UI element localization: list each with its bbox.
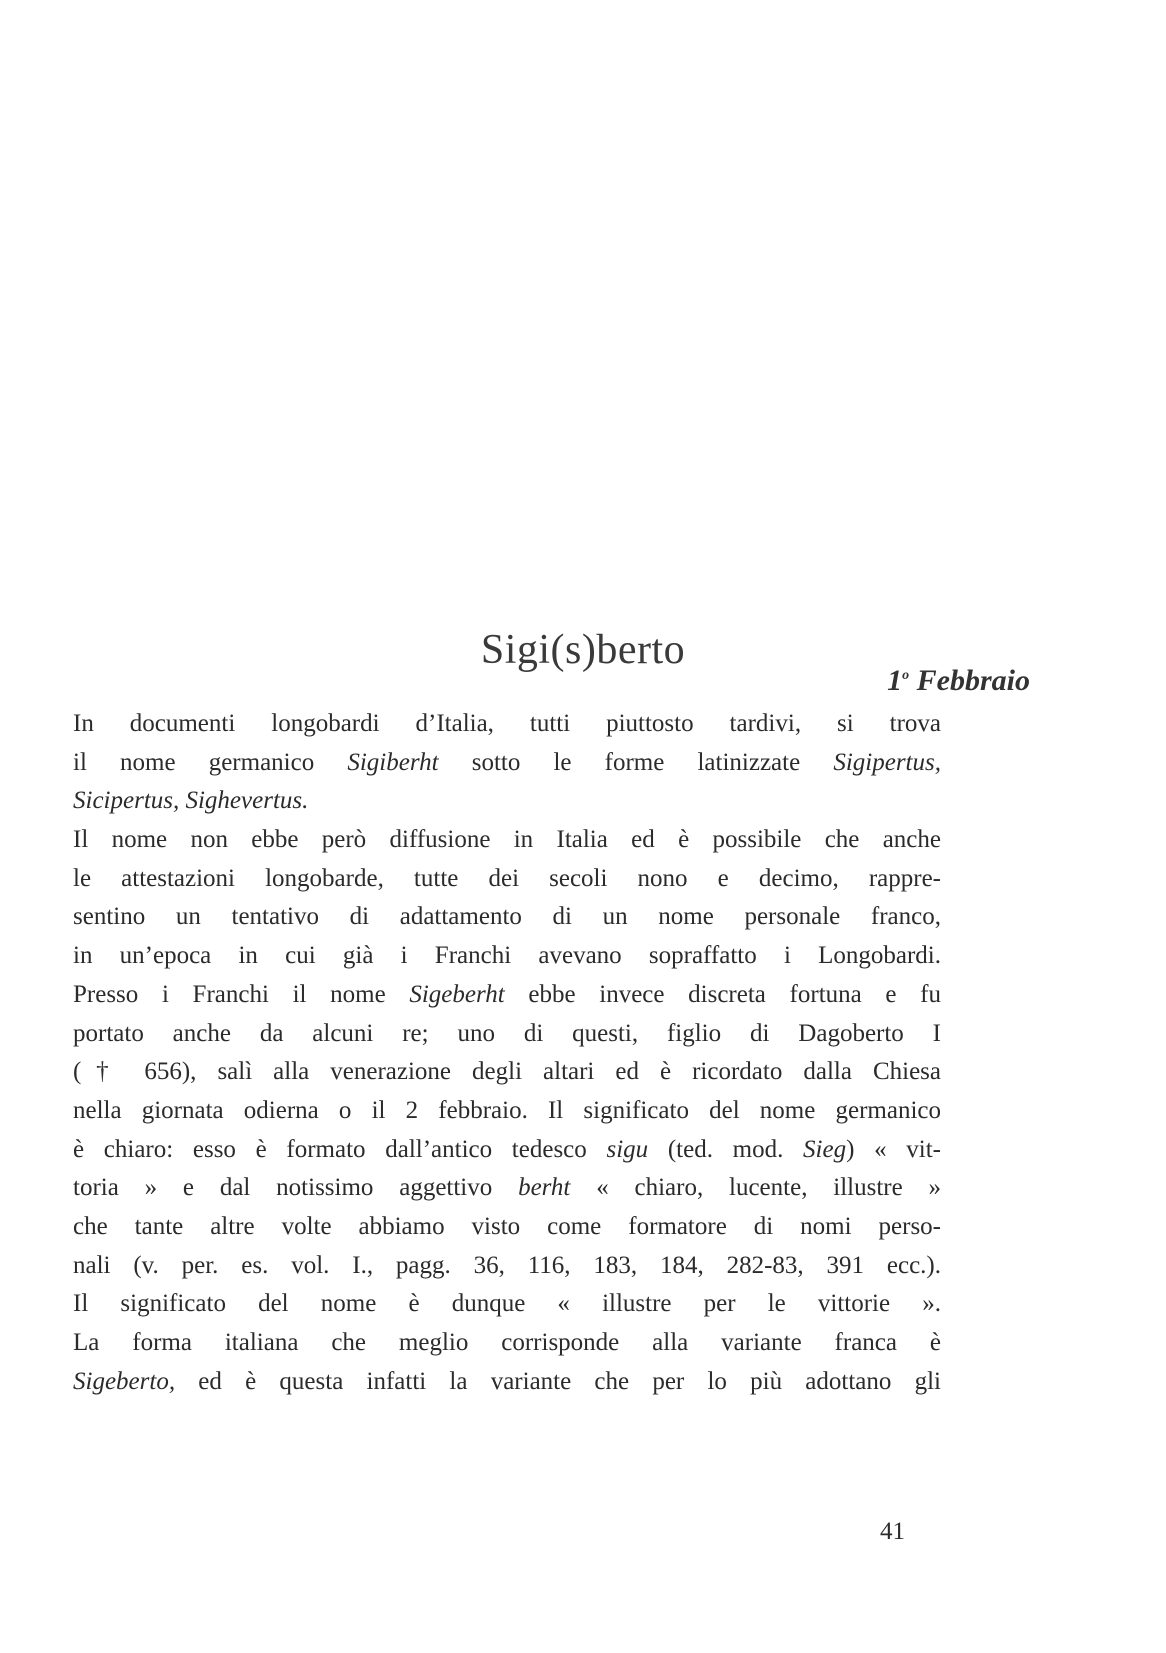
text-run: ebbe invece discreta fortuna e fu [504, 980, 941, 1008]
text-line [73, 1247, 941, 1286]
text-run: nali (v. per. es. vol. I., pagg. 36, 116, 183, 184, 282-83, 391 ecc.). [73, 1251, 941, 1279]
date-month: Febbraio [916, 664, 1030, 697]
italic-term: Sigeberto, [73, 1367, 176, 1395]
text-line [73, 860, 941, 899]
text-run: toria » e dal notissimo aggettivo [73, 1174, 519, 1202]
text-line [73, 976, 941, 1015]
text-run: « chiaro, lucente, illustre » [570, 1174, 941, 1202]
text-run: che tante altre volte abbiamo visto come formatore di nomi perso- [73, 1212, 941, 1240]
text-line [73, 744, 941, 783]
text-line [73, 782, 941, 821]
text-run: le attestazioni longobarde, tutte dei secoli nono e decimo, rappre- [73, 864, 941, 892]
text-line [73, 705, 941, 744]
text-run: (ted. mod. [648, 1135, 804, 1163]
text-run: († 656), salì alla venerazione degli altari ed è ricordato dalla Chiesa [73, 1058, 941, 1086]
text-run: ) « vit- [846, 1135, 941, 1163]
text-run: portato anche da alcuni re; uno di questi, figlio di Dagoberto I [73, 1019, 941, 1047]
feast-date [887, 664, 1030, 698]
text-run: Presso i Franchi il nome [73, 980, 410, 1008]
text-run: è chiaro: esso è formato dall’antico tedesco [73, 1135, 607, 1163]
text-run: nella giornata odierna o il 2 febbraio. Il significato del nome germanico [73, 1096, 941, 1124]
text-line [73, 821, 941, 860]
text-run: Il significato del nome è dunque « illustre per le vittorie ». [73, 1290, 941, 1318]
text-line [73, 1092, 941, 1131]
text-run: La forma italiana che meglio corrisponde alla variante franca è [73, 1329, 941, 1356]
date-day: 1 [887, 664, 903, 697]
text-line [73, 1324, 941, 1363]
text-line [73, 1131, 941, 1170]
italic-term: Sigipertus, [833, 748, 941, 776]
text-line [73, 937, 941, 976]
italic-term: sigu [606, 1135, 649, 1163]
italic-term: Sigeberht [409, 980, 505, 1008]
text-line [73, 1363, 941, 1402]
text-run: sotto le forme latinizzate [438, 748, 834, 776]
text-line [73, 1015, 941, 1054]
italic-term: Sieg [803, 1135, 847, 1163]
page-number: 41 [880, 1518, 905, 1545]
text-line [73, 898, 941, 937]
text-line [73, 1053, 941, 1092]
page-title: Sigi(s)berto [480, 627, 686, 674]
text-run: il nome germanico [73, 748, 348, 776]
text-line [73, 1285, 941, 1324]
text-run: sentino un tentativo di adattamento di un nome personale franco, [73, 903, 941, 931]
text-run: Il nome non ebbe però diffusione in Italia ed è possibile che anche [73, 826, 941, 854]
italic-term: berht [518, 1174, 571, 1202]
text-line [73, 1208, 941, 1247]
italic-term: Sigiberht [347, 748, 439, 776]
date-ordinal: o [902, 668, 910, 683]
text-run: ed è questa infatti la variante che per lo più adottano gli [175, 1367, 941, 1395]
text-run: in un’epoca in cui già i Franchi avevano sopraffatto i Longobardi. [73, 942, 941, 970]
text-run: In documenti longobardi d’Italia, tutti piuttosto tardivi, si trova [73, 710, 941, 737]
text-line [73, 1169, 941, 1208]
italic-term: Sicipertus, Sighevertus. [73, 787, 309, 815]
body-text [73, 705, 941, 1401]
